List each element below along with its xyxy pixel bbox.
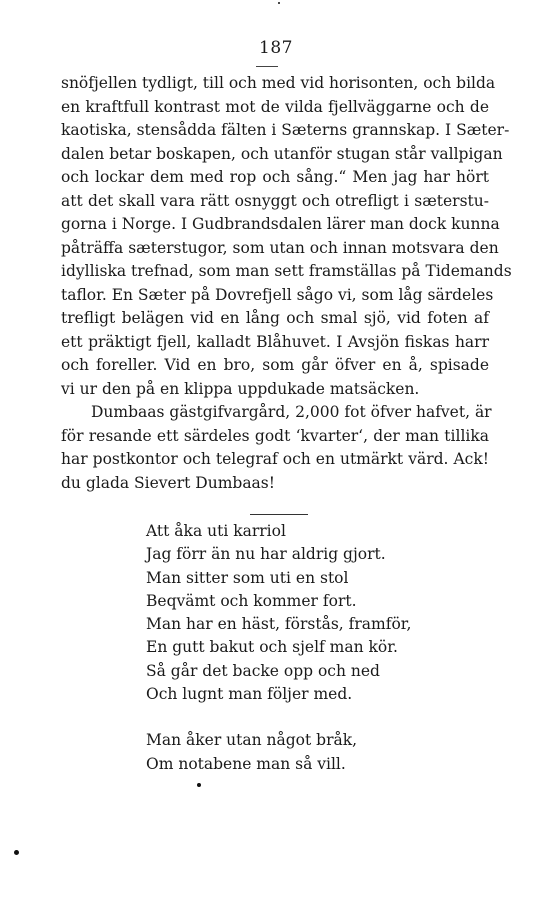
ink-speck: [14, 850, 19, 855]
ink-speck: [278, 2, 280, 4]
prose-line: ett präktigt fjell, kalladt Blåhuvet. I Avsjön fiskas harr: [61, 332, 489, 351]
poem-line: Man har en häst, förstås, framför,: [146, 615, 412, 634]
prose-line: Dumbaas gästgifvargård, 2,000 fot öfver hafvet, är: [91, 403, 492, 421]
poem-block: [146, 520, 476, 776]
poem-line: Man sitter som uti en stol: [146, 568, 349, 587]
page-number-rule: [256, 66, 278, 67]
poem-line: En gutt bakut och sjelf man kör.: [146, 638, 398, 657]
section-separator: [250, 514, 308, 515]
prose-line: och foreller. Vid en bro, som går öfver en å, spisade: [61, 356, 489, 374]
poem-line: Man åker utan något bråk,: [146, 731, 358, 750]
ink-speck: [197, 783, 201, 787]
prose-line: snöfjellen tydligt, till och med vid horisonten, och bilda: [61, 74, 496, 92]
prose-line: taflor. En Sæter på Dovrefjell sågo vi, som låg särdeles: [61, 285, 494, 304]
prose-line: påträffa sæterstugor, som utan och innan motsvara den: [61, 238, 499, 257]
prose-line: har postkontor och telegraf och en utmärkt värd. Ack!: [61, 450, 489, 468]
prose-line: gorna i Norge. I Gudbrandsdalen lärer man dock kunna: [61, 215, 500, 233]
prose-line: du glada Sievert Dumbaas!: [61, 473, 275, 492]
poem-line: Beqvämt och kommer fort.: [146, 591, 357, 610]
prose-line: dalen betar boskapen, och utanför stugan står vallpigan: [61, 144, 503, 163]
prose-line: trefligt belägen vid en lång och smal sjö, vid foten af: [61, 309, 489, 327]
prose-line: att det skall vara rätt osnyggt och otrefligt i sæterstu-: [61, 191, 489, 210]
poem-line: Att åka uti karriol: [146, 522, 286, 540]
prose-line: vi ur den på en klippa uppdukade matsäcken.: [61, 379, 420, 398]
poem-line: Om notabene man så vill.: [146, 754, 346, 773]
prose-block: [61, 72, 512, 495]
poem-line: Och lugnt man följer med.: [146, 685, 353, 704]
prose-line: kaotiska, stensådda fälten i Sæterns grannskap. I Sæter-: [61, 121, 510, 139]
poem-line: Jag förr än nu har aldrig gjort.: [146, 545, 386, 564]
page-number: 187: [259, 38, 293, 58]
stanza-gap: [146, 706, 476, 729]
prose-line: för resande ett särdeles godt ‘kvarter‘, der man tillika: [61, 426, 489, 445]
poem-line: Så går det backe opp och ned: [146, 661, 380, 680]
prose-line: och lockar dem med rop och sång.“ Men jag har hört: [61, 168, 489, 186]
prose-line: en kraftfull kontrast mot de vilda fjellväggarne och de: [61, 97, 489, 116]
prose-line: idylliska trefnad, som man sett framställas på Tidemands: [61, 262, 512, 280]
